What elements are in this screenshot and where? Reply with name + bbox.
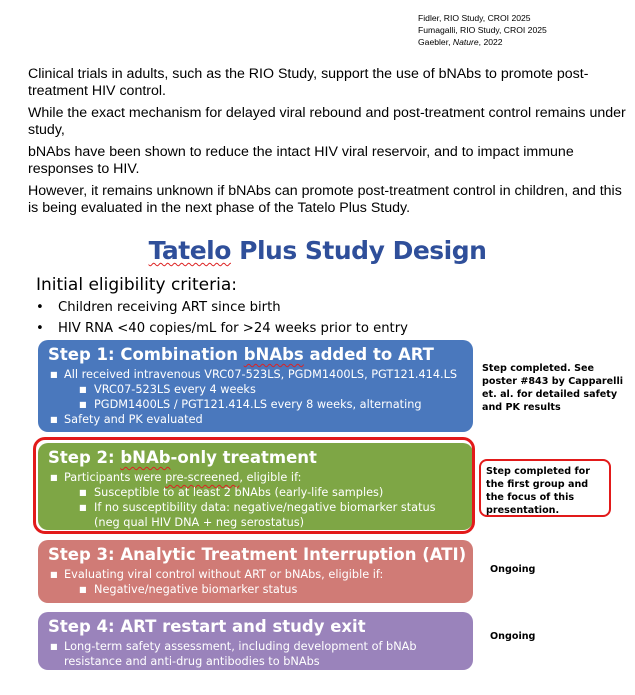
- eligibility-item-2: HIV RNA <40 copies/mL for >24 weeks prior to entry: [58, 321, 408, 336]
- step-2-item-1b: pre-screened: [165, 471, 240, 484]
- eligibility-list: [36, 297, 408, 339]
- list-item: ■ All received intravenous VRC07-523LS, PGDM1400LS, PGT121.414.LS: [48, 367, 463, 382]
- step-3-list: [48, 567, 463, 597]
- eligibility-heading: Initial eligibility criteria:: [36, 275, 237, 295]
- step-1-title-b: bNAbs: [243, 345, 304, 364]
- step-2-item-1a: Participants were: [64, 471, 166, 484]
- reference-3: [418, 36, 547, 48]
- step-1-title-a: Step 1: Combination: [48, 345, 244, 364]
- bullet-icon: •: [36, 300, 44, 315]
- title-tatelo: Tatelo: [148, 236, 231, 265]
- bullet-icon: •: [36, 321, 44, 336]
- list-item: ■ PGDM1400LS / PGT121.414.LS every 8 weeks, alternating: [48, 397, 463, 412]
- step-4-note: Ongoing: [490, 631, 536, 642]
- list-item: ■ Evaluating viral control without ART or bNAbs, eligible if:: [48, 567, 463, 582]
- step-4-box: [38, 612, 473, 670]
- intro-paragraph-3: bNAbs have been shown to reduce the intact HIV viral reservoir, and to impact immune responses to HIV.: [28, 144, 574, 177]
- step-2-highlight-border: [33, 437, 475, 534]
- step-1-note: Step completed. See poster #843 by Capparelli et. al. for detailed safety and PK results: [482, 363, 624, 413]
- list-item: ■ Safety and PK evaluated: [48, 412, 463, 427]
- intro-paragraph-2: While the exact mechanism for delayed viral rebound and post-treatment control remains under study,: [28, 105, 626, 138]
- intro-paragraph-1: Clinical trials in adults, such as the RIO Study, support the use of bNAbs to promote post-treatment HIV control.: [28, 66, 589, 99]
- step-2-title-b: bNAb: [120, 448, 171, 467]
- step-3-note: Ongoing: [490, 564, 536, 575]
- reference-3-year: , 2022: [478, 37, 503, 47]
- step-2-title-a: Step 2:: [48, 448, 121, 467]
- eligibility-item-1: Children receiving ART since birth: [58, 300, 281, 315]
- step-4-list: [48, 639, 463, 669]
- step-3-box: [38, 540, 473, 603]
- step-1-box: [38, 340, 473, 432]
- list-item: ■ Long-term safety assessment, including development of bNAb resistance and anti-drug antibodies to bNAbs: [48, 639, 463, 669]
- list-item: ■ Susceptible to at least 2 bNAbs (early-life samples): [48, 485, 463, 500]
- list-item: ■ If no susceptibility data: negative/negative biomarker status: [48, 500, 463, 515]
- step-2-item-1c: , eligible if:: [239, 471, 302, 484]
- reference-2: Fumagalli, RIO Study, CROI 2025: [418, 25, 547, 35]
- reference-3-author: Gaebler,: [418, 37, 453, 47]
- step-1-title: [48, 344, 463, 366]
- list-item: (neg qual HIV DNA + neg serostatus): [94, 516, 305, 529]
- step-1-list: [48, 367, 463, 427]
- step-3-title: Step 3: Analytic Treatment Interruption (ATI): [48, 545, 467, 564]
- step-1-title-c: added to ART: [303, 345, 434, 364]
- list-item: [36, 318, 408, 339]
- title-rest: Plus Study Design: [230, 236, 487, 265]
- step-2-title-c: -only treatment: [170, 448, 317, 467]
- step-4-title: Step 4: ART restart and study exit: [48, 617, 366, 636]
- list-item: [36, 297, 408, 318]
- references: [418, 12, 547, 48]
- list-item: ■ VRC07-523LS every 4 weeks: [48, 382, 463, 397]
- reference-3-journal: Nature: [452, 37, 479, 47]
- intro-paragraph-4: However, it remains unknown if bNAbs can promote post-treatment control in children, and this is being evaluated in the next phase of the Tatelo Plus Study.: [28, 183, 622, 216]
- page-title: [0, 236, 635, 265]
- intro-text: [28, 66, 626, 222]
- list-item: ■ Negative/negative biomarker status: [48, 582, 463, 597]
- reference-1: Fidler, RIO Study, CROI 2025: [418, 13, 531, 23]
- step-2-note: Step completed for the first group and the focus of this presentation.: [479, 459, 611, 517]
